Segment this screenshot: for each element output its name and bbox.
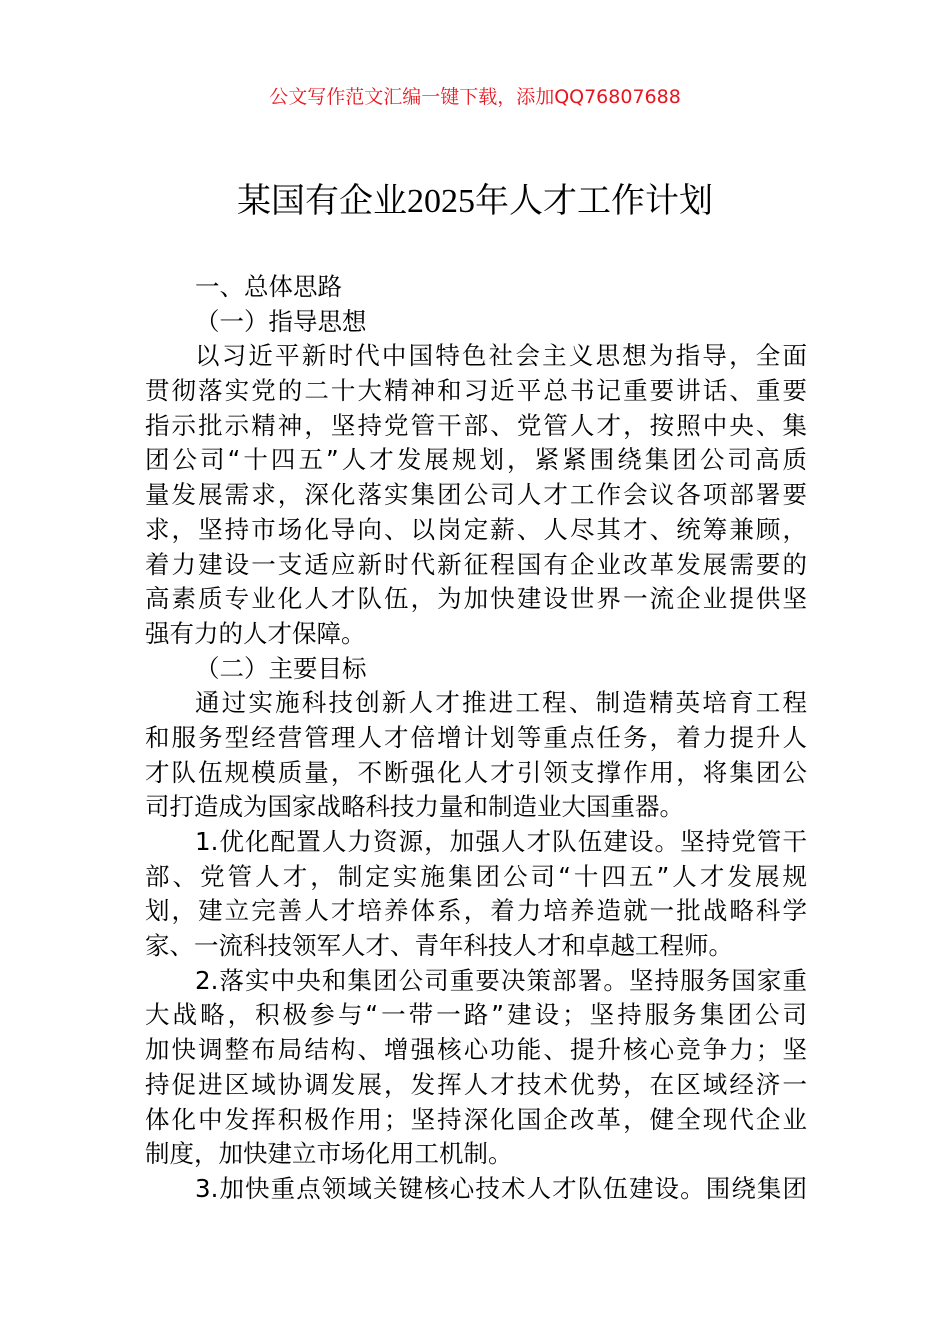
paragraph — [145, 1172, 807, 1207]
document-body — [145, 270, 807, 1207]
text-line: 划，建立完善人才培养体系，着力培养造就一批战略科学 — [145, 896, 807, 926]
text-line: 3.加快重点领域关键核心技术人才队伍建设。围绕集团 — [195, 1173, 807, 1203]
document-title: 某国有企业2025年人才工作计划 — [237, 183, 713, 220]
text-line: 通过实施科技创新人才推进工程、制造精英培育工程 — [195, 688, 807, 718]
text-line: 2.落实中央和集团公司重要决策部署。坚持服务国家重 — [195, 965, 807, 995]
text-line: 制度，加快建立市场化用工机制。 — [145, 1139, 513, 1169]
text-line: 大战略，积极参与“一带一路”建设；坚持服务集团公司 — [145, 1000, 807, 1030]
text-line: 家、一流科技领军人才、青年科技人才和卓越工程师。 — [145, 931, 733, 961]
paragraph — [145, 964, 807, 1172]
text-line: 以习近平新时代中国特色社会主义思想为指导，全面 — [195, 341, 807, 371]
text-line: 团公司“十四五”人才发展规划，紧紧围绕集团公司高质 — [145, 445, 807, 475]
paragraph — [145, 686, 807, 825]
text-line: 司打造成为国家战略科技力量和制造业大国重器。 — [145, 792, 684, 822]
text-line: 1.优化配置人力资源，加强人才队伍建设。坚持党管干 — [195, 827, 807, 856]
text-line: 指示批示精神，坚持党管干部、党管人才，按照中央、集 — [145, 410, 807, 440]
text-line: 求，坚持市场化导向、以岗定薪、人尽其才、统筹兼顾， — [145, 514, 807, 544]
paragraph — [145, 339, 807, 651]
text-line: （二）主要目标 — [195, 653, 367, 683]
text-line: 一、总体思路 — [195, 272, 342, 301]
text-line: 贯彻落实党的二十大精神和习近平总书记重要讲话、重要 — [145, 376, 807, 406]
paragraph — [145, 270, 807, 305]
text-line: 部、党管人才，制定实施集团公司“十四五”人才发展规 — [145, 861, 807, 891]
paragraph — [145, 305, 807, 340]
text-line: 加快调整布局结构、增强核心功能、提升核心竞争力；坚 — [145, 1035, 807, 1065]
watermark-banner: 公文写作范文汇编一键下载，添加QQ76807688 — [269, 86, 681, 108]
text-line: （一）指导思想 — [195, 306, 367, 336]
text-line: 量发展需求，深化落实集团公司人才工作会议各项部署要 — [145, 480, 807, 510]
paragraph — [145, 652, 807, 687]
paragraph — [145, 825, 807, 964]
text-line: 强有力的人才保障。 — [145, 618, 366, 648]
text-line: 才队伍规模质量，不断强化人才引领支撑作用，将集团公 — [145, 757, 807, 787]
text-line: 高素质专业化人才队伍，为加快建设世界一流企业提供坚 — [145, 584, 807, 614]
text-line: 体化中发挥积极作用；坚持深化国企改革，健全现代企业 — [145, 1104, 807, 1134]
text-line: 持促进区域协调发展，发挥人才技术优势，在区域经济一 — [145, 1069, 807, 1099]
text-line: 着力建设一支适应新时代新征程国有企业改革发展需要的 — [145, 549, 807, 579]
text-line: 和服务型经营管理人才倍增计划等重点任务，着力提升人 — [145, 722, 807, 752]
